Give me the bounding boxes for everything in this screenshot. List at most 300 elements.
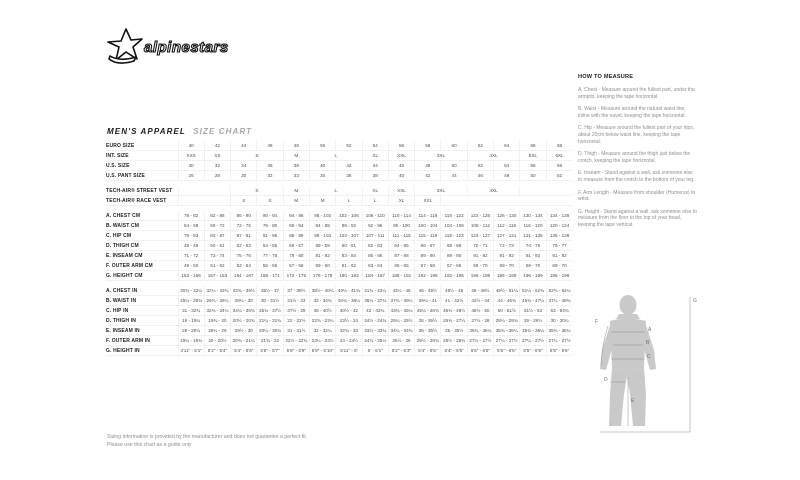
- size-cell: 23½ - 24: [336, 316, 362, 326]
- size-cell: 153 - 156: [178, 271, 204, 281]
- size-cell: 25½ - 26: [388, 336, 414, 346]
- size-cell: L: [309, 151, 362, 161]
- size-cell: S: [257, 196, 283, 206]
- size-cell: 40½ - 42: [336, 306, 362, 316]
- size-cell: 44: [231, 141, 257, 151]
- size-cell: 102 - 106: [336, 211, 362, 221]
- size-cell: 48 - 49: [178, 241, 204, 251]
- alpinestars-logo: [106, 26, 234, 75]
- size-cell: 68 - 69: [441, 241, 467, 251]
- size-cell: 91 - 92: [494, 251, 520, 261]
- size-cell: 192 - 195: [415, 271, 441, 281]
- size-cell: 58: [546, 161, 572, 171]
- size-cell: 4'11" - 5'1": [178, 346, 204, 356]
- size-cell: 52¾ - 54¼: [546, 286, 572, 296]
- size-cell: 180 - 183: [336, 271, 362, 281]
- row-label: F. OUTER ARM IN: [106, 337, 151, 344]
- size-cell: 58: [415, 141, 441, 151]
- size-cell: XL: [362, 186, 388, 196]
- size-cell: 37¾ - 39¼: [388, 296, 414, 306]
- size-cell: 120 - 124: [546, 221, 572, 231]
- size-cell: 91 - 92: [546, 251, 572, 261]
- size-cell: 38½ - 40¼: [309, 286, 335, 296]
- table-row: [106, 221, 572, 231]
- row-label: U.S. SIZE: [106, 162, 130, 169]
- size-cell: 30¼ - 30¾: [257, 326, 283, 336]
- size-cell: 192 - 195: [441, 271, 467, 281]
- size-cell: 107 - 111: [362, 231, 388, 241]
- size-cell: 103 - 107: [336, 231, 362, 241]
- table-row: [106, 346, 572, 356]
- size-cell: 64 - 68: [178, 221, 204, 231]
- size-cell: 52: [336, 141, 362, 151]
- size-cell: 21¼ - 21¾: [257, 316, 283, 326]
- size-cell: 42½ - 44: [467, 296, 493, 306]
- size-cell: 106 - 110: [362, 211, 388, 221]
- size-cell: 44 - 45¾: [494, 296, 520, 306]
- figure-label-c: C: [647, 354, 651, 360]
- size-cell: 48 - 49½: [467, 286, 493, 296]
- table-row: [106, 336, 572, 346]
- size-cell: 68 - 72: [204, 221, 230, 231]
- size-cell: 38: [283, 161, 309, 171]
- row-label: E. INSEAM IN: [106, 327, 140, 334]
- size-cell: 33 - 34¾: [309, 296, 335, 306]
- size-cell: 6'2" - 6'3": [388, 346, 414, 356]
- size-cell: 30¾ - 32¼: [178, 286, 204, 296]
- size-cell: 20 - 20½: [204, 336, 230, 346]
- size-cell: 157 - 163: [204, 271, 230, 281]
- size-cell: 89 - 90: [415, 251, 441, 261]
- size-cell: 33: [283, 171, 309, 181]
- size-cell: 91 - 95: [257, 231, 283, 241]
- size-cell: 25¼ - 25½: [388, 316, 414, 326]
- size-cell: 110 - 114: [388, 211, 414, 221]
- size-cell: 22½ - 22¾: [283, 336, 309, 346]
- size-cell: 34¾ - 36¼: [336, 296, 362, 306]
- size-cell: 68: [546, 141, 572, 151]
- row-label: F. OUTER ARM CM: [106, 262, 153, 269]
- size-cell: 5'6" - 5'7": [257, 346, 283, 356]
- row-label: A. CHEST CM: [106, 212, 141, 219]
- size-cell: 58 - 59: [309, 241, 335, 251]
- size-cell: 41¾ - 43¼: [362, 286, 388, 296]
- size-cell: 42 - 43¾: [362, 306, 388, 316]
- size-cell: 31 - 31½: [283, 326, 309, 336]
- size-cell: 5'9" - 5'10": [309, 346, 335, 356]
- size-cell: 3XL: [415, 186, 468, 196]
- size-cell: 6'4" - 6'5": [441, 346, 467, 356]
- size-cell: 51 - 52: [204, 261, 230, 271]
- size-cell: 24 - 24½: [336, 336, 362, 346]
- row-label: G. HEIGHT IN: [106, 347, 140, 354]
- size-cell: 36: [336, 171, 362, 181]
- size-cell: 62: [467, 141, 493, 151]
- table-row: [106, 296, 572, 306]
- size-cell: 35½ - 37: [257, 286, 283, 296]
- size-cell: 32¾ - 34¼: [204, 306, 230, 316]
- size-cell: 25¼ - 26¾: [178, 296, 204, 306]
- size-cell: 52: [467, 161, 493, 171]
- size-cell: 61 - 62: [336, 261, 362, 271]
- size-cell: 26½ - 26¾: [441, 336, 467, 346]
- size-cell: 99 - 103: [309, 231, 335, 241]
- row-label: C. HIP IN: [106, 307, 129, 314]
- size-cell: 4XL: [467, 151, 520, 161]
- size-cell: XXL: [388, 186, 414, 196]
- table-row: [106, 261, 572, 271]
- size-cell: 46: [388, 161, 414, 171]
- size-cell: 49½ - 51¼: [494, 286, 520, 296]
- size-cell: 72 - 73: [494, 241, 520, 251]
- size-cell: 89 - 90: [441, 251, 467, 261]
- size-cell: 46: [467, 171, 493, 181]
- size-cell: S: [231, 151, 284, 161]
- size-cell: M: [283, 151, 309, 161]
- table-row: [106, 171, 572, 181]
- size-cell: [178, 196, 231, 206]
- table-row: [106, 241, 572, 251]
- size-cell: 42: [204, 141, 230, 151]
- size-cell: 64: [494, 141, 520, 151]
- size-cell: 85 - 86: [362, 251, 388, 261]
- measure-instruction: G. Height - Stand against a wall, ask someone else to measure from the floor to the top of your head, keeping the tape vertical.: [578, 208, 697, 228]
- size-cell: 6' - 6'1": [362, 346, 388, 356]
- size-cell: 168 - 171: [257, 271, 283, 281]
- size-cell: 71 - 72: [178, 251, 204, 261]
- size-cell: [520, 186, 573, 196]
- size-cell: 91 - 92: [467, 251, 493, 261]
- size-cell: 50 - 51: [204, 241, 230, 251]
- size-cell: 5'4" - 5'6": [231, 346, 257, 356]
- size-cell: 111 - 115: [388, 231, 414, 241]
- size-cell: XXS: [178, 151, 204, 161]
- size-cell: 48½ - 50: [467, 306, 493, 316]
- size-cell: 35¾ - 36¼: [546, 326, 572, 336]
- size-cell: 44: [362, 161, 388, 171]
- measurement-figure: [580, 292, 700, 442]
- row-label: TECH-AIR® RACE VEST: [106, 197, 167, 204]
- size-cell: 33¾ - 35½: [231, 286, 257, 296]
- size-cell: 53 - 54¾: [546, 306, 572, 316]
- size-table-container: [106, 141, 572, 356]
- size-cell: XL: [388, 196, 414, 206]
- size-cell: 112 - 116: [494, 221, 520, 231]
- table-row: [106, 286, 572, 296]
- size-cell: 34¼ - 34¾: [388, 326, 414, 336]
- size-cell: 69 - 70: [520, 261, 546, 271]
- size-cell: 114 - 118: [415, 211, 441, 221]
- size-cell: 43¼ - 45: [388, 286, 414, 296]
- size-cell: XXL: [388, 151, 414, 161]
- size-cell: 30 - 31½: [257, 296, 283, 306]
- size-cell: 164 - 167: [231, 271, 257, 281]
- size-cell: 81 - 82: [309, 251, 335, 261]
- size-cell: 196 - 199: [467, 271, 493, 281]
- row-label: D. THIGH CM: [106, 242, 139, 249]
- size-cell: 21¾ - 22: [257, 336, 283, 346]
- size-cell: 35¾ - 36¼: [494, 326, 520, 336]
- size-cell: 62 - 63: [362, 241, 388, 251]
- size-cell: 24½ - 24¾: [362, 316, 388, 326]
- size-cell: 127 - 131: [494, 231, 520, 241]
- size-cell: 46½ - 48: [441, 286, 467, 296]
- how-to-measure-heading: HOW TO MEASURE: [578, 74, 634, 80]
- figure-label-a: A: [648, 327, 652, 333]
- size-cell: 48: [494, 171, 520, 181]
- size-cell: 96 - 100: [388, 221, 414, 231]
- size-cell: 32: [204, 161, 230, 171]
- row-label: G. HEIGHT CM: [106, 272, 143, 279]
- size-cell: 26: [178, 171, 204, 181]
- size-cell: 27¼ - 27½: [494, 336, 520, 346]
- size-cell: 20½ - 20¾: [231, 316, 257, 326]
- size-cell: 55 - 56: [257, 261, 283, 271]
- size-cell: 39 - 40½: [309, 306, 335, 316]
- size-cell: M: [283, 196, 309, 206]
- size-cell: 31 - 32¾: [178, 306, 204, 316]
- table-row: [106, 196, 572, 206]
- size-cell: 76 - 77: [546, 241, 572, 251]
- size-cell: 6'5" - 6'6": [467, 346, 493, 356]
- size-cell: 47¼ - 48¾: [546, 296, 572, 306]
- size-cell: 60: [441, 141, 467, 151]
- footer-note: [107, 434, 307, 450]
- size-cell: 6'5" - 6'6": [494, 346, 520, 356]
- footer-line-2: Please use this chart as a guide only: [107, 441, 192, 448]
- size-cell: 79 - 83: [178, 231, 204, 241]
- size-table: [106, 141, 572, 356]
- measure-instruction: A. Chest - Measure around the fullest part, under the armpits, keeping the tape horizontal.: [578, 87, 695, 100]
- size-cell: 28¼ - 28¾: [494, 316, 520, 326]
- size-cell: 30 - 30¼: [546, 316, 572, 326]
- size-cell: 54: [362, 141, 388, 151]
- size-cell: 44: [441, 171, 467, 181]
- size-cell: 86 - 90: [231, 211, 257, 221]
- size-cell: 184 - 187: [362, 271, 388, 281]
- size-cell: 35¾ - 36¼: [467, 326, 493, 336]
- size-cell: 90 - 94: [257, 211, 283, 221]
- size-cell: 6XL: [546, 151, 572, 161]
- title-secondary: SIZE CHART: [193, 127, 253, 136]
- size-cell: 46¾ - 48½: [441, 306, 467, 316]
- size-cell: 66 - 67: [415, 241, 441, 251]
- size-cell: 188 - 191: [388, 271, 414, 281]
- size-cell: 83 - 84: [336, 251, 362, 261]
- size-cell: 92 - 96: [362, 221, 388, 231]
- size-cell: L: [362, 196, 388, 206]
- size-cell: 4XL: [467, 186, 520, 196]
- alpinestars-star-icon: [106, 26, 234, 70]
- row-label: INT. SIZE: [106, 152, 129, 159]
- size-cell: 80 - 84: [283, 221, 309, 231]
- size-cell: 82 - 86: [204, 211, 230, 221]
- size-cell: 72 - 76: [231, 221, 257, 231]
- size-cell: 69 - 70: [467, 261, 493, 271]
- size-cell: 176 - 179: [309, 271, 335, 281]
- size-cell: 196 - 199: [494, 271, 520, 281]
- size-cell: 196 - 199: [520, 271, 546, 281]
- size-cell: 32: [257, 171, 283, 181]
- footer-line-1: Sizing information is provided by the manufacturer and does not guarantee a perfect fit.: [107, 434, 308, 440]
- logo-wordmark: alpinestars: [144, 39, 229, 56]
- size-cell: 50: [441, 161, 467, 171]
- size-cell: 35 - 35½: [415, 326, 441, 336]
- table-row: [106, 251, 572, 261]
- table-row: [106, 141, 572, 151]
- size-cell: 22 - 22½: [283, 316, 309, 326]
- size-cell: 40: [309, 161, 335, 171]
- size-cell: 42: [336, 161, 362, 171]
- size-cell: 32 - 32¼: [309, 326, 335, 336]
- size-cell: 35¾ - 36¼: [520, 326, 546, 336]
- size-cell: 131 - 135: [520, 231, 546, 241]
- size-cell: 30: [178, 161, 204, 171]
- size-cell: 52 - 53: [231, 241, 257, 251]
- size-cell: 67 - 68: [441, 261, 467, 271]
- size-cell: 108 - 112: [467, 221, 493, 231]
- size-cell: 19¾ - 20: [204, 316, 230, 326]
- size-cell: 5'11" - 6': [336, 346, 362, 356]
- size-cell: 122 - 126: [467, 211, 493, 221]
- size-cell: 76 - 80: [257, 221, 283, 231]
- size-cell: 60 - 61: [336, 241, 362, 251]
- measure-instruction: D. Thigh - Measure around the thigh just below the crotch, keeping the tape horizontal.: [578, 151, 691, 164]
- how-to-measure-paragraphs: [578, 87, 697, 229]
- figure-label-b: B: [646, 340, 650, 346]
- size-cell: 28: [204, 171, 230, 181]
- size-cell: 56 - 57: [283, 241, 309, 251]
- size-cell: 30: [231, 171, 257, 181]
- size-cell: 79 - 80: [283, 251, 309, 261]
- size-cell: XL: [362, 151, 388, 161]
- row-label: B. WAIST IN: [106, 297, 137, 304]
- size-cell: 50: [309, 141, 335, 151]
- measure-instruction: E. Inseam - Stand against a wall, ask someone else to measure from the crotch to the bottom of your leg.: [578, 170, 695, 183]
- size-cell: 34: [309, 171, 335, 181]
- size-table-body: [106, 141, 572, 356]
- size-cell: 87 - 88: [388, 251, 414, 261]
- size-cell: 51¼ - 52¾: [520, 286, 546, 296]
- size-cell: 5'2" - 5'4": [204, 346, 230, 356]
- size-cell: 28¾ - 29: [204, 326, 230, 336]
- size-cell: 57 - 58: [283, 261, 309, 271]
- size-cell: 40¼ - 41¾: [336, 286, 362, 296]
- size-cell: 119 - 123: [441, 231, 467, 241]
- size-cell: 35¾ - 37½: [257, 306, 283, 316]
- row-label: U.S. PANT SIZE: [106, 172, 145, 179]
- size-cell: 27¼ - 27½: [520, 336, 546, 346]
- size-cell: 33½ - 33¾: [362, 326, 388, 336]
- measure-instruction: F. Arm Length - Measure from shoulder (Humerus) to wrist.: [578, 189, 696, 203]
- size-cell: 65 - 66: [388, 261, 414, 271]
- size-cell: [441, 196, 572, 206]
- size-cell: 26¾ - 27¼: [441, 316, 467, 326]
- measure-instruction: C. Hip - Measure around the fullest part of your hips, about 20cm below waist line, keeping the tape horizontal.: [578, 125, 695, 145]
- size-cell: 56: [388, 141, 414, 151]
- size-cell: 27½ - 28: [467, 316, 493, 326]
- size-cell: 67 - 68: [415, 261, 441, 271]
- size-cell: 5XL: [520, 151, 546, 161]
- table-row: [106, 186, 572, 196]
- size-cell: 196 - 199: [546, 271, 572, 281]
- page-title: [107, 127, 252, 136]
- size-cell: 22¾ - 23¼: [309, 316, 335, 326]
- table-row: [106, 306, 572, 316]
- size-cell: 45 - 46½: [415, 286, 441, 296]
- size-cell: 28 - 28¼: [178, 326, 204, 336]
- size-cell: 26 - 26½: [415, 316, 441, 326]
- size-cell: M: [309, 196, 335, 206]
- size-cell: 40: [388, 171, 414, 181]
- size-cell: 42: [415, 171, 441, 181]
- size-cell: 5'8" - 5'9": [283, 346, 309, 356]
- size-cell: 91 - 92: [520, 251, 546, 261]
- size-cell: 19¼ - 19¾: [178, 336, 204, 346]
- row-label: EURO SIZE: [106, 142, 135, 149]
- size-cell: 51½ - 53: [520, 306, 546, 316]
- size-cell: 172 - 175: [283, 271, 309, 281]
- size-cell: 94 - 98: [283, 211, 309, 221]
- size-cell: 83 - 87: [204, 231, 230, 241]
- size-cell: 78 - 82: [178, 211, 204, 221]
- size-cell: 126 - 130: [494, 211, 520, 221]
- size-cell: 43¾ - 45¼: [388, 306, 414, 316]
- size-cell: 64 - 65: [388, 241, 414, 251]
- size-cell: S: [231, 196, 257, 206]
- size-cell: 41 - 42½: [441, 296, 467, 306]
- size-cell: 88 - 92: [336, 221, 362, 231]
- size-cell: [178, 186, 231, 196]
- how-to-measure-panel: [578, 74, 697, 235]
- size-cell: 59 - 60: [309, 261, 335, 271]
- size-cell: 46: [257, 141, 283, 151]
- size-cell: 32¾ - 33: [336, 326, 362, 336]
- row-label: A. CHEST IN: [106, 287, 138, 294]
- size-cell: 87 - 91: [231, 231, 257, 241]
- title-primary: MEN'S APPAREL: [107, 127, 186, 136]
- row-label: TECH-AIR® STREET VEST: [106, 187, 173, 194]
- size-cell: 20¾ - 21¼: [231, 336, 257, 346]
- size-cell: 26½ - 26¾: [415, 336, 441, 346]
- size-cell: 56: [520, 161, 546, 171]
- size-cell: 29½ - 30: [231, 326, 257, 336]
- body-silhouette-diagram: [580, 292, 700, 437]
- size-cell: 115 - 119: [415, 231, 441, 241]
- size-cell: 74 - 75: [520, 241, 546, 251]
- size-cell: 69 - 70: [546, 261, 572, 271]
- size-cell: 116 - 120: [520, 221, 546, 231]
- size-cell: 100 - 104: [415, 221, 441, 231]
- table-row: [106, 316, 572, 326]
- size-cell: 75 - 76: [231, 251, 257, 261]
- size-cell: 52: [546, 171, 572, 181]
- figure-label-g: G: [693, 298, 697, 304]
- size-cell: 24¾ - 25¼: [362, 336, 388, 346]
- size-cell: 6'4" - 6'5": [415, 346, 441, 356]
- size-cell: 73 - 74: [204, 251, 230, 261]
- row-label: C. HIP CM: [106, 232, 132, 239]
- size-cell: 45¼ - 46¾: [415, 306, 441, 316]
- size-cell: 37 - 38½: [283, 286, 309, 296]
- size-cell: 134 - 138: [546, 211, 572, 221]
- size-cell: 50 - 51½: [494, 306, 520, 316]
- table-row: [106, 161, 572, 171]
- size-cell: 50: [520, 171, 546, 181]
- table-row: [106, 231, 572, 241]
- size-cell: 31½ - 33: [283, 296, 309, 306]
- size-cell: 38: [362, 171, 388, 181]
